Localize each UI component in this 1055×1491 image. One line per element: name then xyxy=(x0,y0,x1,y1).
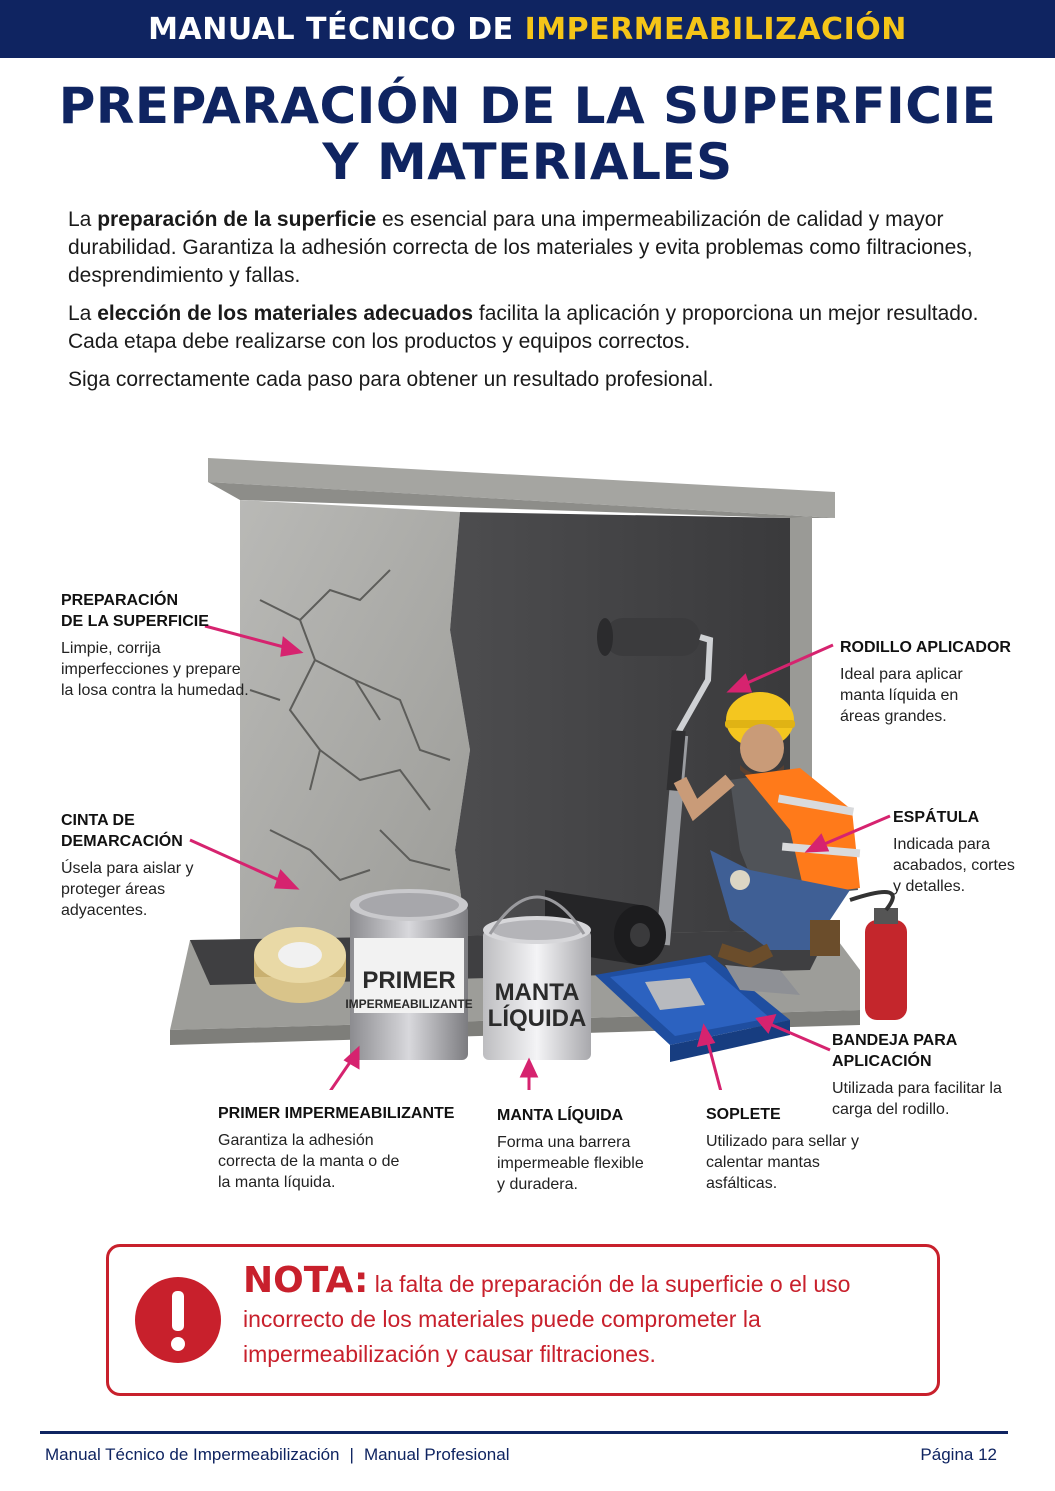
primer-can-label-1: PRIMER xyxy=(362,967,456,994)
footer-manual-type: Manual Profesional xyxy=(363,1445,510,1464)
callout-desc-line: la losa contra la humedad. xyxy=(61,682,249,699)
callout-rodillo-aplicador xyxy=(840,637,1040,727)
intro-p2-start: La xyxy=(68,302,98,325)
intro-paragraph-2 xyxy=(68,300,1008,356)
primer-can-label-2: IMPERMEABILIZANTE xyxy=(345,997,473,1011)
callout-desc-line: impermeable flexible xyxy=(497,1155,644,1172)
warning-note xyxy=(106,1244,940,1396)
callout-espatula xyxy=(893,807,1043,897)
callout-desc-line: asfálticas. xyxy=(706,1175,778,1192)
page-title xyxy=(40,78,1015,190)
callout-desc-line: áreas grandes. xyxy=(840,708,947,725)
intro-p1-start: La xyxy=(68,208,98,231)
callout-manta-liquida xyxy=(497,1105,687,1195)
callout-desc-line: calentar mantas xyxy=(706,1154,820,1171)
callout-description xyxy=(61,638,281,701)
callout-desc-line: Limpie, corrija xyxy=(61,640,161,657)
callout-desc-line: correcta de la manta o de xyxy=(218,1153,400,1170)
waterproofing-illustration xyxy=(150,450,930,1090)
page-title-line-2: Y MATERIALES xyxy=(322,133,733,191)
manta-can-label-2: LÍQUIDA xyxy=(487,1005,587,1032)
callout-title: SOPLETE xyxy=(706,1106,781,1123)
callout-desc-line: adyacentes. xyxy=(61,902,148,919)
intro-paragraph-3: Siga correctamente cada paso para obtener un resultado profesional. xyxy=(68,368,714,391)
callout-description xyxy=(893,834,1043,897)
manta-can-label-1: MANTA xyxy=(494,979,580,1006)
callout-description xyxy=(218,1130,468,1193)
callout-desc-line: y duradera. xyxy=(497,1176,578,1193)
callout-title: ESPÁTULA xyxy=(893,809,980,826)
intro-p1-rest: es esencial para una impermeabilización de calidad y mayor durabilidad. Garantiza la adhesión correcta de los materiales y evita problemas como filtraciones, desprendimiento y fallas. xyxy=(68,208,973,287)
manta-liquida-can xyxy=(483,897,591,1060)
callout-title: MANTA LÍQUIDA xyxy=(497,1107,624,1124)
callout-desc-line: Indicada para xyxy=(893,836,990,853)
header-title xyxy=(148,12,907,47)
intro-p2-rest: facilita la aplicación y proporciona un mejor resultado. Cada etapa debe realizarse con los productos y equipos correctos. xyxy=(68,302,979,353)
footer-left xyxy=(45,1445,509,1465)
callout-title: PRIMER IMPERMEABILIZANTE xyxy=(218,1105,455,1122)
callout-title-line: BANDEJA PARA xyxy=(832,1032,958,1049)
callout-desc-line: Ideal para aplicar xyxy=(840,666,963,683)
callout-description xyxy=(840,664,1040,727)
callout-desc-line: carga del rodillo. xyxy=(832,1101,950,1118)
callout-desc-line: imperfecciones y prepare xyxy=(61,661,241,678)
callout-title-line: APLICACIÓN xyxy=(832,1053,932,1070)
intro-text xyxy=(68,206,1008,404)
callout-desc-line: acabados, cortes xyxy=(893,857,1015,874)
header-highlight: IMPERMEABILIZACIÓN xyxy=(524,11,907,47)
callout-soplete xyxy=(706,1104,876,1194)
callout-desc-line: Utilizada para facilitar la xyxy=(832,1080,1002,1097)
note-body: la falta de preparación de la superficie o el uso incorrecto de los materiales puede comprometer la impermeabilización y causar filtraciones. xyxy=(243,1271,851,1367)
callout-desc-line: Forma una barrera xyxy=(497,1134,631,1151)
note-text xyxy=(243,1260,933,1372)
header-bar xyxy=(0,0,1055,58)
callout-desc-line: manta líquida en xyxy=(840,687,959,704)
callout-desc-line: Úsela para aislar y xyxy=(61,860,194,877)
intro-p2-bold: elección de los materiales adecuados xyxy=(97,302,474,325)
callout-description xyxy=(61,858,251,921)
callout-cinta-demarcacion xyxy=(61,810,251,921)
callout-title-line: DE LA SUPERFICIE xyxy=(61,613,209,630)
intro-p1-bold: preparación de la superficie xyxy=(97,208,377,231)
page-number: Página 12 xyxy=(920,1445,997,1464)
callout-title-line: PREPARACIÓN xyxy=(61,592,179,609)
callout-preparacion-superficie xyxy=(61,590,281,701)
callout-primer-impermeabilizante xyxy=(218,1103,468,1193)
callout-title xyxy=(832,1030,1042,1072)
callout-desc-line: la manta líquida. xyxy=(218,1174,336,1191)
intro-paragraph-1 xyxy=(68,206,1008,290)
footer-separator: | xyxy=(349,1445,354,1464)
callout-title xyxy=(61,590,281,632)
callout-description xyxy=(706,1131,876,1194)
callout-title xyxy=(61,810,251,852)
primer-can xyxy=(345,889,472,1060)
exclamation-icon xyxy=(135,1277,221,1363)
callout-title-line: CINTA DE xyxy=(61,812,135,829)
note-lead: NOTA: xyxy=(243,1260,369,1301)
callout-desc-line: Utilizado para sellar y xyxy=(706,1133,859,1150)
illustration-svg xyxy=(150,450,930,1090)
callout-title: RODILLO APLICADOR xyxy=(840,639,1011,656)
callout-title-line: DEMARCACIÓN xyxy=(61,833,183,850)
page-title-line-1: PREPARACIÓN DE LA SUPERFICIE xyxy=(58,77,997,135)
callout-desc-line: y detalles. xyxy=(893,878,966,895)
callout-desc-line: Garantiza la adhesión xyxy=(218,1132,374,1149)
masking-tape xyxy=(254,927,346,1003)
callout-desc-line: proteger áreas xyxy=(61,881,166,898)
footer-manual-title: Manual Técnico de Impermeabilización xyxy=(45,1445,340,1464)
header-prefix: MANUAL TÉCNICO DE xyxy=(148,11,514,47)
footer-divider xyxy=(40,1431,1008,1434)
concrete-wall-left xyxy=(240,500,470,950)
callout-description xyxy=(497,1132,687,1195)
